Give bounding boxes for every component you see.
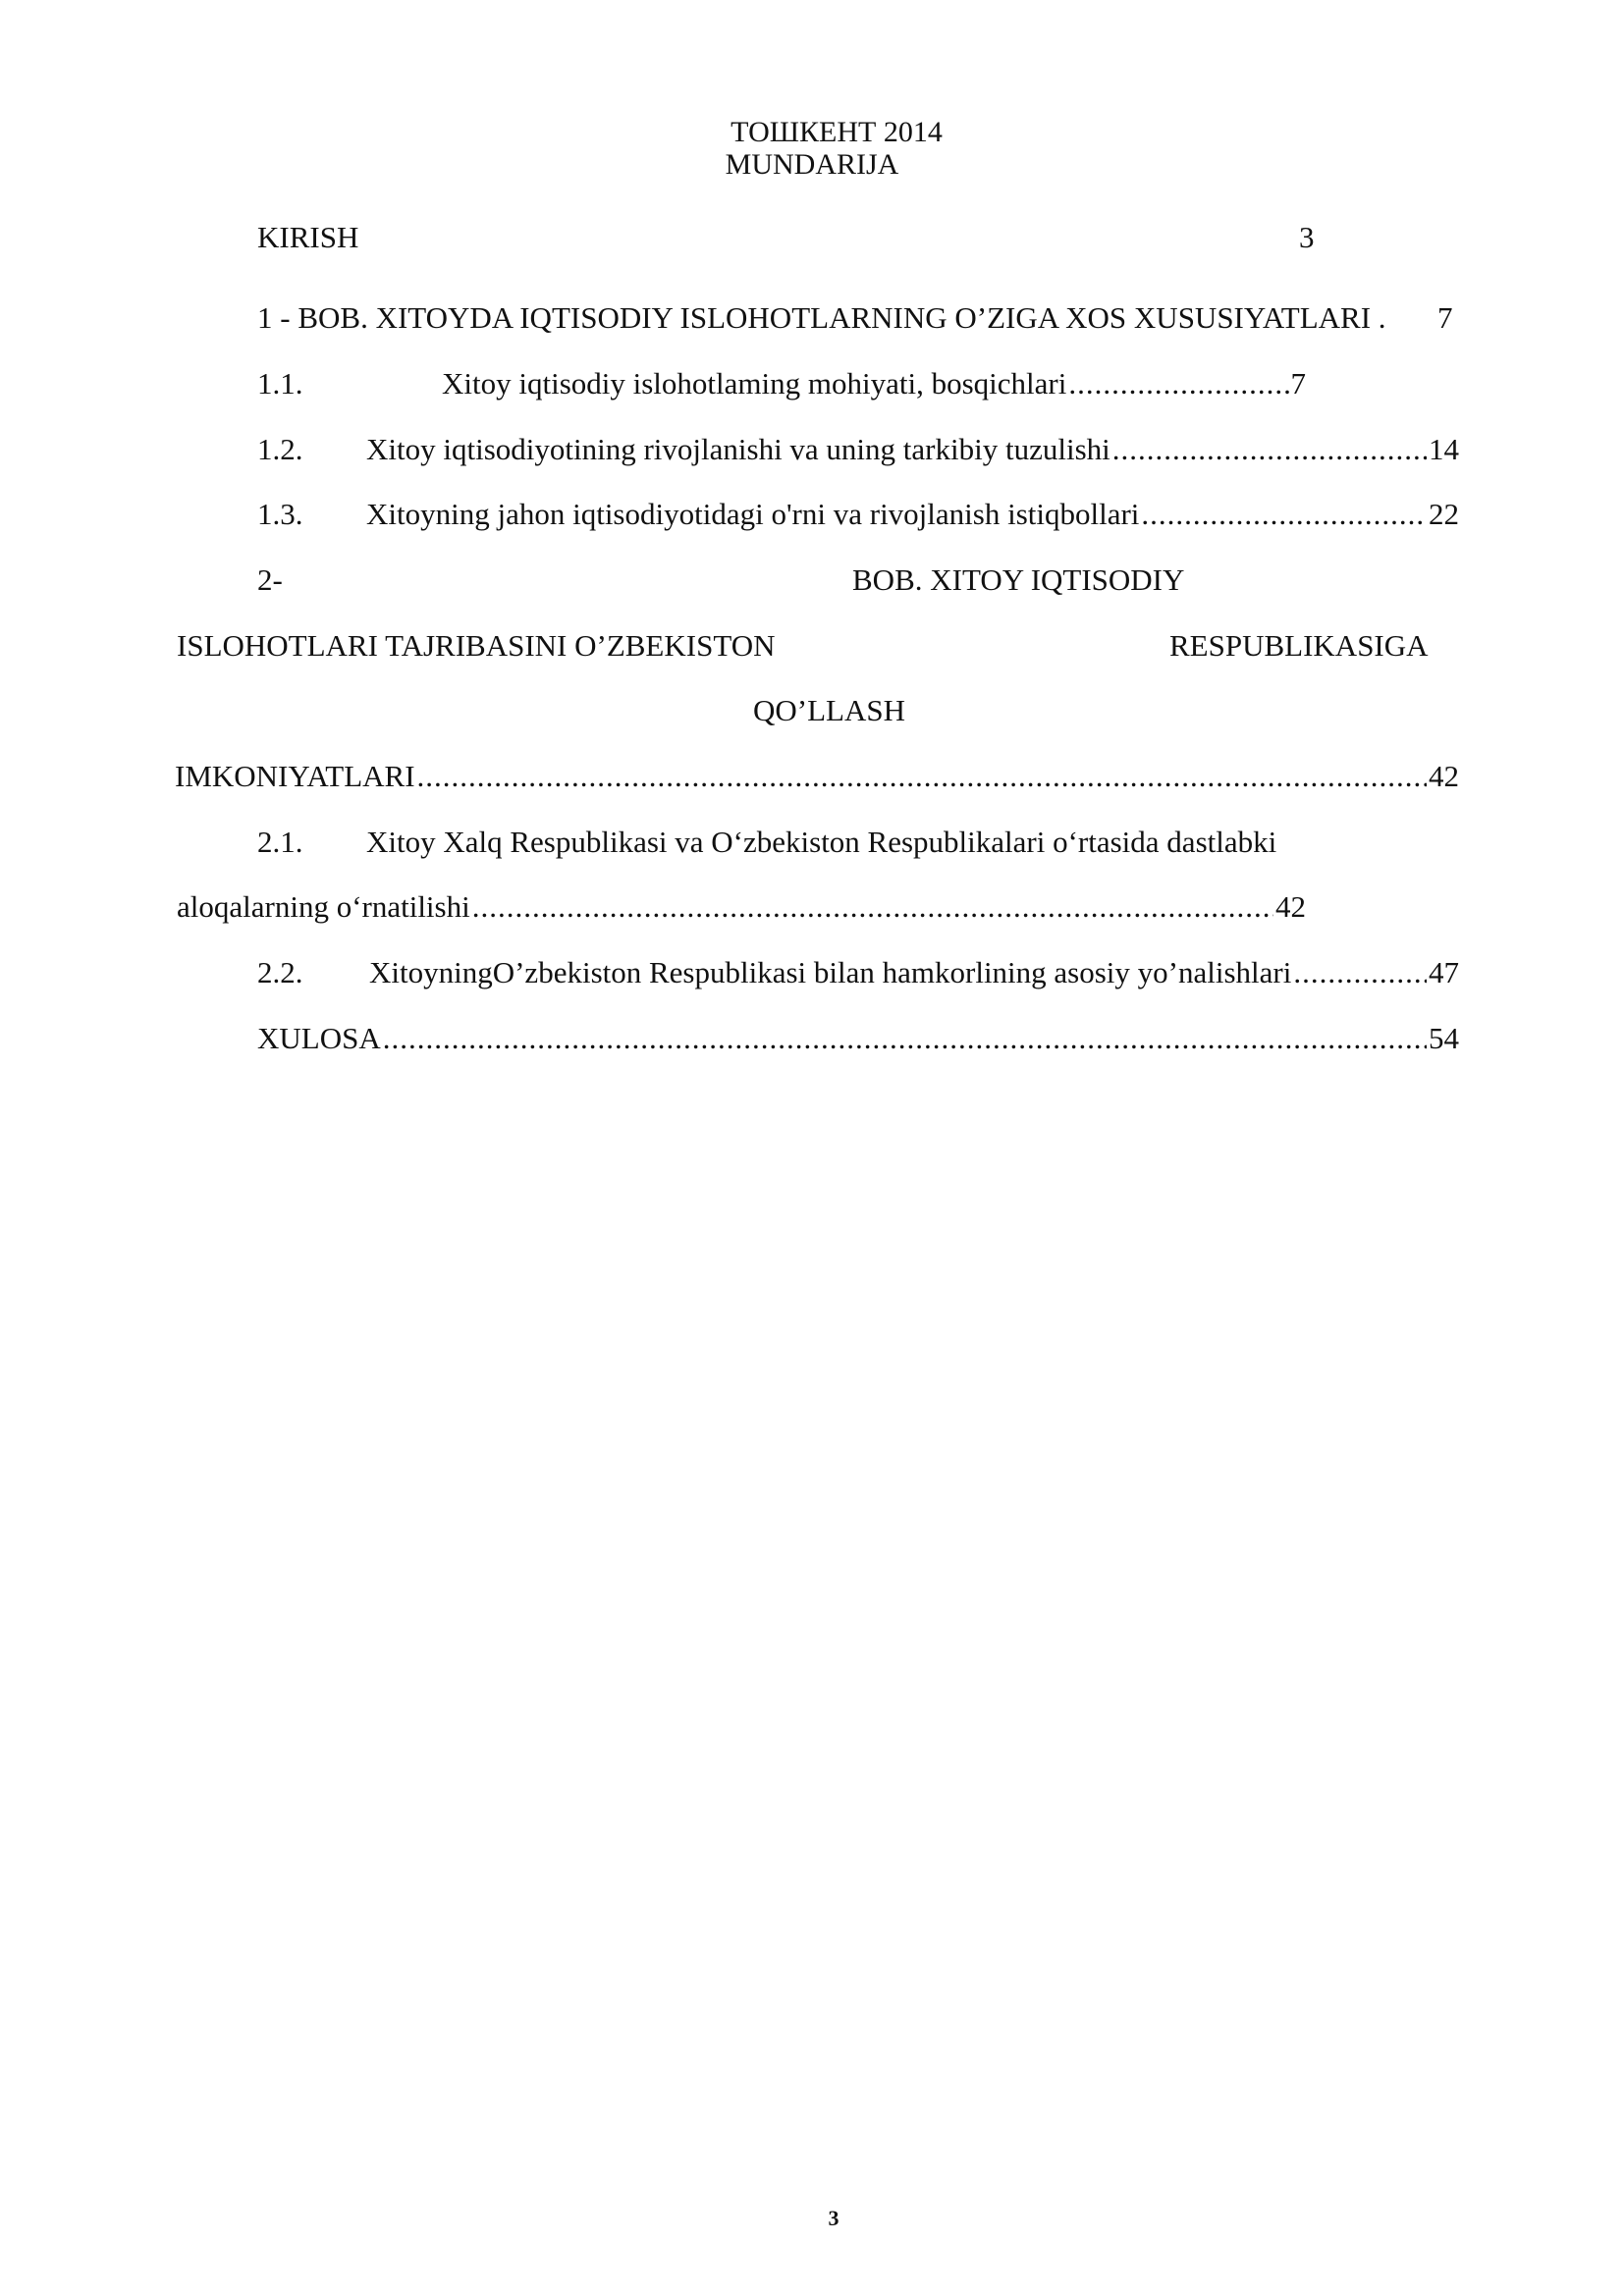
dot-leader <box>383 1021 1427 1056</box>
dot-leader <box>1293 955 1427 990</box>
toc-section-1-1-page: 7 <box>1290 366 1306 400</box>
toc-chapter2-title-part3: RESPUBLIKASIGA <box>1169 628 1429 663</box>
toc-entry-1-3 <box>366 497 1459 532</box>
toc-chapter2-title-part1: BOB. XITOY IQTISODIY <box>852 562 1185 597</box>
toc-section-1-2-number: 1.2. <box>257 432 303 466</box>
dot-leader <box>1068 366 1288 401</box>
toc-entry-1-2 <box>366 432 1459 467</box>
toc-section-1-3-page: 22 <box>1429 497 1459 531</box>
toc-section-1-3-title: Xitoyning jahon iqtisodiyotidagi o'rni va rivojlanish istiqbollari <box>366 497 1140 531</box>
toc-section-2-2-number: 2.2. <box>257 955 303 989</box>
toc-section-1-3-number: 1.3. <box>257 497 303 531</box>
toc-section-2-1-title-line1: Xitoy Xalq Respublikasi va O‘zbekiston Respublikalari o‘rtasida dastlabki <box>366 825 1277 859</box>
toc-section-2-2-title: XitoyningO’zbekiston Respublikasi bilan hamkorlining asosiy yo’nalishlari <box>369 955 1292 989</box>
toc-section-1-1-number: 1.1. <box>257 366 303 400</box>
toc-section-1-2-page: 14 <box>1429 432 1459 466</box>
toc-chapter2-page: 42 <box>1429 759 1459 793</box>
dot-leader <box>1141 497 1427 532</box>
toc-section-2-1-title-line2: aloqalarning o‘rnatilishi <box>177 889 470 924</box>
page-title: MUNDARIJA <box>725 148 899 181</box>
toc-chapter2-title-part4: QO’LLASH <box>753 693 905 727</box>
toc-section-2-1-page: 42 <box>1275 889 1306 924</box>
dot-leader <box>472 889 1273 925</box>
toc-kirish-label: KIRISH <box>257 220 359 254</box>
dot-leader <box>417 759 1427 794</box>
toc-entry-2-2 <box>369 955 1459 990</box>
toc-entry-2-1 <box>177 889 1306 925</box>
toc-section-1-1-title: Xitoy iqtisodiy islohotlaming mohiyati, bosqichlari <box>442 366 1067 400</box>
toc-section-1-2-title: Xitoy iqtisodiyotining rivojlanishi va uning tarkibiy tuzulishi <box>366 432 1110 466</box>
toc-entry-xulosa <box>257 1021 1459 1056</box>
toc-chapter2-title-part2: ISLOHOTLARI TAJRIBASINI O’ZBEKISTON <box>177 628 776 663</box>
toc-xulosa-page: 54 <box>1429 1021 1459 1055</box>
toc-chapter1-label: 1 - BOB. XITOYDA IQTISODIY ISLOHOTLARNING O’ZIGA XOS XUSUSIYATLARI . <box>257 300 1386 335</box>
toc-section-2-1-number: 2.1. <box>257 825 303 859</box>
toc-chapter2-prefix: 2- <box>257 562 283 597</box>
dot-leader <box>1112 432 1427 467</box>
toc-entry-1-1 <box>442 366 1306 401</box>
toc-chapter1-page: 7 <box>1437 300 1453 335</box>
page-number: 3 <box>828 2206 839 2230</box>
toc-kirish-page: 3 <box>1299 220 1315 254</box>
toc-section-2-2-page: 47 <box>1429 955 1459 989</box>
city-year: ТОШКЕНТ 2014 <box>731 116 943 148</box>
toc-chapter2-title-part5: IMKONIYATLARI <box>175 759 415 793</box>
toc-entry-chapter2 <box>175 759 1459 794</box>
toc-xulosa-label: XULOSA <box>257 1021 381 1055</box>
